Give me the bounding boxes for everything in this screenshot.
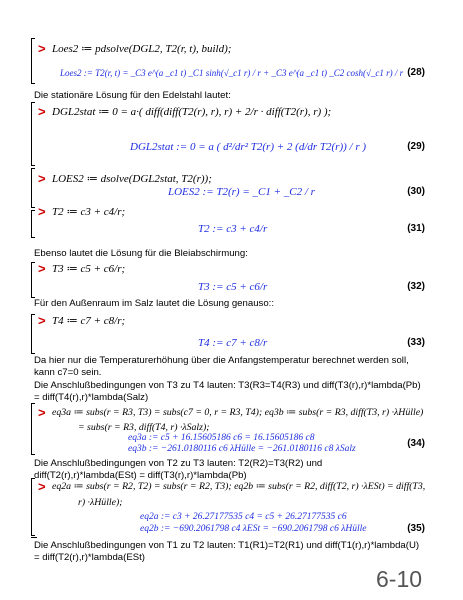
text-paragraph[interactable]: Da hier nur die Temperaturerhöhung über die Anfangstemperatur berechnet werden soll, kann c7=0 sein. — [34, 355, 409, 378]
input-prompt[interactable]: > — [38, 405, 46, 420]
text-paragraph[interactable]: Ebenso lautet die Lösung für die Bleiabschirmung: — [34, 248, 248, 259]
text-paragraph[interactable]: Die stationäre Lösung für den Edelstahl lautet: — [34, 90, 231, 101]
input-line-continued[interactable]: r) ·λHülle); — [78, 497, 123, 508]
output-line: Loes2 := T2(r, t) = _C3 e^(a _c1 t) _C1 sinh(√_c1 r) / r + _C3 e^(a _c1 t) _C2 cosh(√_c1 r) / r — [60, 68, 404, 78]
output-line: eq2a := c3 + 26.27177535 c4 = c5 + 26.27177535 c6 — [140, 512, 347, 522]
input-prompt[interactable]: > — [38, 41, 46, 56]
input-prompt[interactable]: > — [38, 479, 46, 494]
text-paragraph[interactable]: Die Anschlußbedingungen von T2 zu T3 lauten: T2(R2)=T3(R2) und diff(T2(r),r)*lambda(ESt) = diff(T3(r),r)*lambda(Pb) — [34, 458, 323, 481]
text-paragraph[interactable]: Die Anschlußbedingungen von T3 zu T4 lauten: T3(R3=T4(R3) und diff(T3(r),r)*lambda(Pb) = diff(T4(r),r)*lambda(Salz) — [34, 380, 421, 403]
section-bracket — [31, 314, 35, 354]
section-bracket — [31, 38, 35, 84]
section-bracket — [31, 403, 35, 455]
equation-number: (28) — [407, 67, 425, 78]
section-bracket — [31, 262, 35, 298]
output-line: T4 := c7 + c8/r — [198, 337, 268, 349]
input-prompt[interactable]: > — [38, 313, 46, 328]
output-line: T3 := c5 + c6/r — [198, 281, 268, 293]
equation-number: (35) — [407, 523, 425, 534]
section-bracket — [31, 102, 35, 166]
section-bracket — [31, 478, 35, 536]
equation-number: (34) — [407, 438, 425, 449]
input-prompt[interactable]: > — [38, 204, 46, 219]
input-line[interactable]: T2 ≔ c3 + c4/r; — [52, 206, 126, 218]
equation-number: (32) — [407, 281, 425, 292]
equation-number: (31) — [407, 223, 425, 234]
input-line[interactable]: DGL2stat ≔ 0 = a·( diff(diff(T2(r), r), r) + 2/r · diff(T2(r), r) ); — [52, 106, 332, 118]
text-paragraph[interactable]: Für den Außenraum im Salz lautet die Lösung genauso:: — [34, 298, 274, 309]
output-line: LOES2 := T2(r) = _C1 + _C2 / r — [168, 186, 315, 198]
equation-number: (29) — [407, 141, 425, 152]
input-line[interactable]: eq3a ≔ subs(r = R3, T3) = subs(c7 = 0, r = R3, T4); eq3b ≔ subs(r = R3, diff(T3, r) ·λHülle) — [52, 407, 424, 418]
output-line: T2 := c3 + c4/r — [198, 223, 268, 235]
page-number: 6-10 — [376, 566, 423, 592]
input-line[interactable]: T3 ≔ c5 + c6/r; — [52, 263, 126, 275]
input-prompt[interactable]: > — [38, 261, 46, 276]
output-line: eq3a := c5 + 16.15605186 c6 = 16.15605186 c8 — [128, 433, 315, 443]
equation-number: (33) — [407, 337, 425, 348]
input-line[interactable]: LOES2 ≔ dsolve(DGL2stat, T2(r)); — [52, 173, 212, 185]
section-bracket — [31, 210, 35, 238]
text-paragraph[interactable]: Die Anschlußbedingungen von T1 zu T2 lauten: T1(R1)=T2(R1) und diff(T1(r),r)*lambda(U) = diff(T2(r),r)*lambda(ESt) — [34, 540, 420, 563]
input-prompt[interactable]: > — [38, 104, 46, 119]
output-line: DGL2stat := 0 = a ( d²/dr² T2(r) + 2 (d/dr T2(r)) / r ) — [130, 141, 367, 153]
output-line: eq2b := −690.2061798 c4 λESt = −690.2061798 c6 λHülle — [140, 524, 367, 534]
equation-number: (30) — [407, 186, 425, 197]
input-line[interactable]: eq2a ≔ subs(r = R2, T2) = subs(r = R2, T3); eq2b ≔ subs(r = R2, diff(T2, r) ·λESt) = diff(T3, — [52, 481, 426, 492]
input-line[interactable]: T4 ≔ c7 + c8/r; — [52, 315, 126, 327]
output-line: eq3b := −261.0180116 c6 λHülle = −261.0180116 c8 λSalz — [128, 444, 356, 454]
input-prompt[interactable]: > — [38, 171, 46, 186]
input-line[interactable]: Loes2 ≔ pdsolve(DGL2, T2(r, t), build); — [52, 43, 232, 55]
input-line-continued[interactable]: = subs(r = R3, diff(T4, r) ·λSalz); — [78, 422, 210, 433]
section-separator — [31, 537, 37, 538]
section-bracket — [31, 168, 35, 208]
